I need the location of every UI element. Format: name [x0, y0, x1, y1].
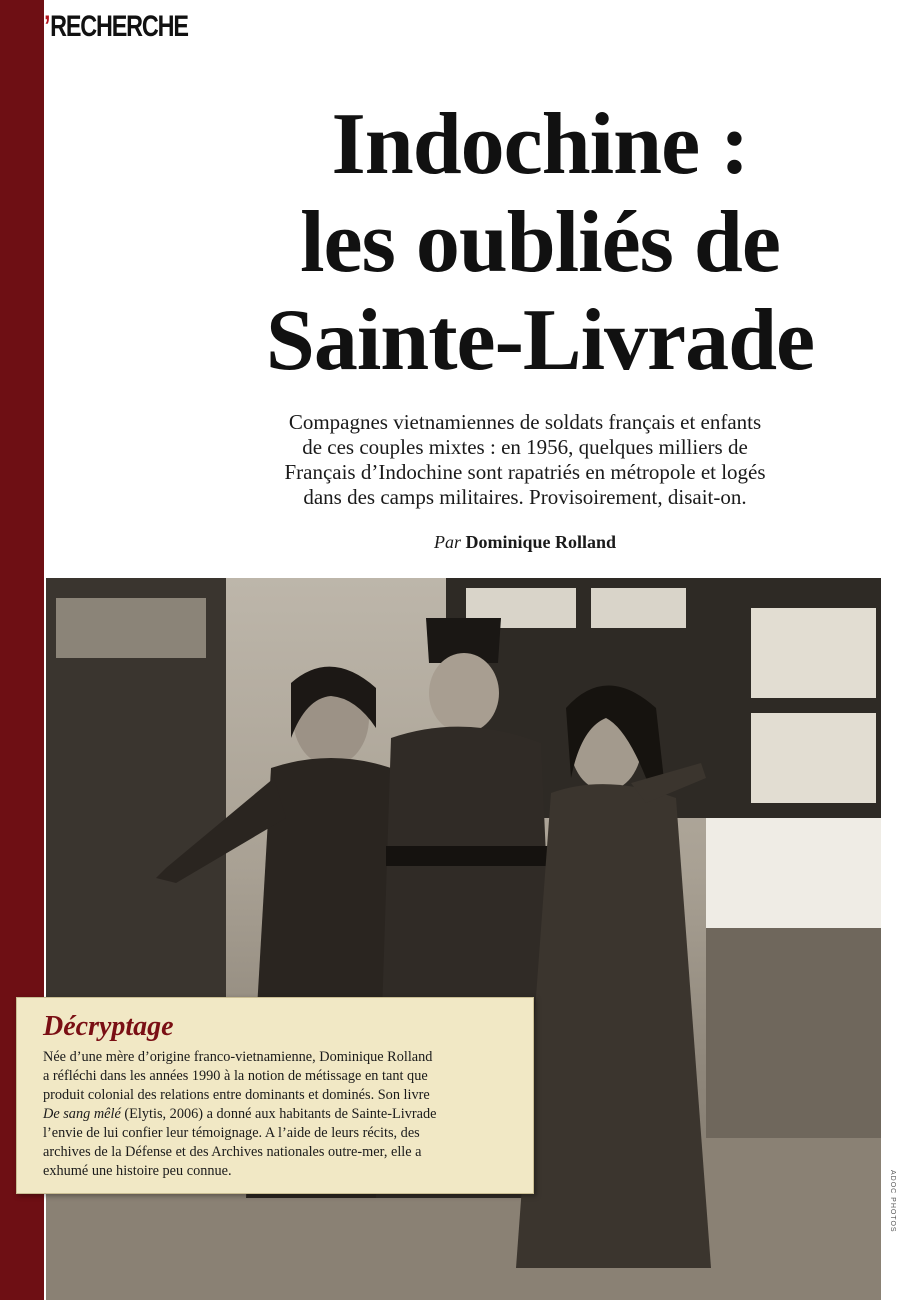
rubric-label: RECHERCHE — [50, 10, 188, 43]
byline-author: Dominique Rolland — [465, 532, 617, 552]
window-pane — [56, 598, 206, 658]
photo-credit-text: ADOC PHOTOS — [889, 1170, 896, 1233]
book-title: De sang mêlé — [43, 1106, 121, 1122]
title-line: Indochine : — [331, 96, 749, 193]
window-pane — [591, 588, 686, 628]
article-title — [150, 96, 908, 390]
lede-line: Français d’Indochine sont rapatriés en métropole et logés — [284, 460, 766, 484]
lede-line: Compagnes vietnamiennes de soldats français et enfants — [288, 410, 762, 434]
byline — [360, 532, 690, 553]
decryptage-line: archives de la Défense et des Archives nationales outre-mer, elle a — [43, 1144, 422, 1160]
decryptage-box — [16, 997, 534, 1194]
decryptage-line: exhumé une histoire peu connue. — [43, 1163, 232, 1179]
article-lede — [205, 410, 845, 510]
white-wall — [706, 818, 881, 928]
decryptage-body — [43, 1048, 513, 1181]
book-rest: (Elytis, 2006) a donné aux habitants de Sainte-Livrade — [120, 1106, 437, 1122]
soldier-face — [429, 653, 499, 733]
title-line: Sainte-Livrade — [265, 292, 815, 389]
decryptage-line: a réfléchi dans les années 1990 à la notion de métissage en tant que — [43, 1068, 428, 1084]
lede-line: dans des camps militaires. Provisoirement, disait-on. — [303, 485, 747, 509]
decryptage-heading: Décryptage — [43, 1011, 174, 1042]
title-line: les oubliés de — [300, 194, 780, 291]
byline-prefix: Par — [433, 532, 461, 552]
photo-credit — [882, 1170, 904, 1250]
soldier-belt — [386, 846, 556, 866]
rubric-apostrophe: ’ — [44, 10, 50, 43]
decryptage-line-book — [43, 1105, 513, 1124]
decryptage-line: l’envie de lui confier leur témoignage. A l’aide de leurs récits, des — [43, 1125, 420, 1141]
section-rubric — [44, 10, 188, 44]
decryptage-line: Née d’une mère d’origine franco-vietnamienne, Dominique Rolland — [43, 1049, 433, 1065]
window-pane — [751, 608, 876, 698]
decryptage-line: produit colonial des relations entre dominants et dominés. Son livre — [43, 1087, 430, 1103]
lede-line: de ces couples mixtes : en 1956, quelques milliers de — [302, 435, 748, 459]
window-pane — [751, 713, 876, 803]
